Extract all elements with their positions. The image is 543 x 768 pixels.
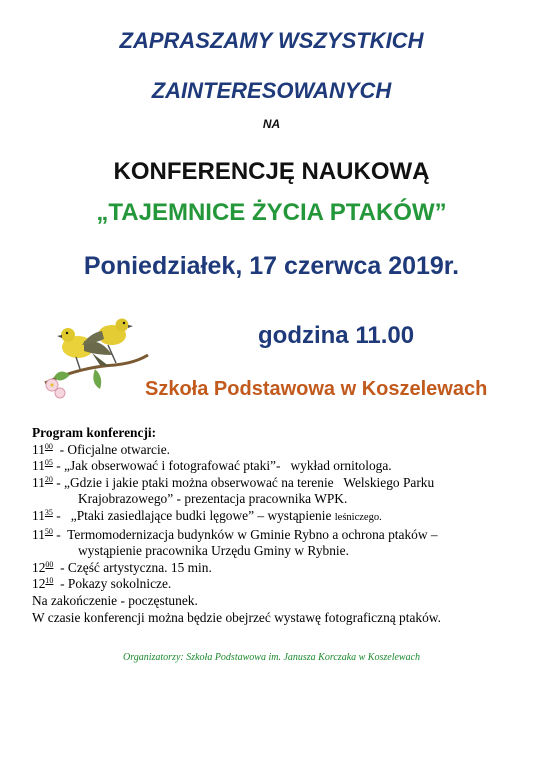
program-item-minutes: 20 <box>44 474 53 484</box>
event-time: godzina 11.00 <box>258 322 415 349</box>
invitation-line-1: ZAPRASZAMY WSZYSTKICH <box>119 28 424 53</box>
program-list <box>32 442 542 593</box>
event-location: Szkoła Podstawowa w Koszelewach <box>145 378 488 400</box>
organizers-label: Organizatorzy: <box>122 652 187 663</box>
program-item-hour: 12 <box>32 559 46 575</box>
program-item-minutes: 00 <box>45 559 54 569</box>
program-closing-1: Na zakończenie - poczęstunek. <box>32 592 198 608</box>
program-item-hour: 11 <box>32 458 45 474</box>
program-item-hour: 11 <box>32 526 45 542</box>
program-item-text: - „Ptaki zasiedlające budki lęgowe” – wystąpienie <box>52 507 335 523</box>
program-item-hour: 12 <box>32 576 46 592</box>
program-item-minutes: 05 <box>44 458 53 468</box>
program-item-text: - Część artystyczna. 15 min. <box>53 559 212 575</box>
event-date: Poniedziałek, 17 czerwca 2019r. <box>83 252 460 280</box>
program-item <box>32 508 542 527</box>
program-item-hour: 11 <box>32 474 45 490</box>
event-title: „TAJEMNICE ŻYCIA PTAKÓW” <box>96 199 447 226</box>
program-item-text: - Termomodernizacja budynków w Gminie Rybno a ochrona ptaków – <box>52 526 438 542</box>
program-item <box>32 527 542 544</box>
program-item-continuation: wystąpienie pracownika Urzędu Gminy w Rybnie. <box>78 543 349 559</box>
event-type-heading: KONFERENCJĘ NAUKOWĄ <box>113 158 430 185</box>
program-item-text: - Oficjalne otwarcie. <box>52 441 171 457</box>
invitation-line-2: ZAINTERESOWANYCH <box>151 78 392 103</box>
organizers-line <box>0 652 543 663</box>
program-closing-2: W czasie konferencji można będzie obejrzeć wystawę fotograficzną ptaków. <box>32 609 441 625</box>
program-section <box>32 425 542 626</box>
invitation-line-3: NA <box>262 117 281 131</box>
program-item <box>32 475 542 492</box>
program-item-minutes: 00 <box>44 441 53 451</box>
program-item-minutes: 35 <box>44 507 53 517</box>
organizers-name: Szkoła Podstawowa im. Janusza Korczaka w Koszelewach <box>186 652 421 663</box>
program-item <box>32 560 542 577</box>
program-title: Program konferencji: <box>32 425 157 440</box>
program-item <box>32 442 542 459</box>
program-item <box>32 458 542 475</box>
program-item-text: - „Gdzie i jakie ptaki można obserwować na terenie Welskiego Parku <box>52 474 435 490</box>
program-item-minutes: 50 <box>44 526 53 536</box>
program-item <box>32 576 542 593</box>
program-item-hour: 11 <box>32 507 45 523</box>
program-item-minutes: 10 <box>45 576 54 586</box>
bird-on-branch-illustration <box>40 305 150 405</box>
program-item-hour: 11 <box>32 441 45 457</box>
program-item-continuation: Krajobrazowego” - prezentacja pracownika WPK. <box>78 491 348 507</box>
program-item-text-small: leśniczego. <box>334 511 382 523</box>
program-item-text: - „Jak obserwować i fotografować ptaki”- wykład ornitologa. <box>52 458 392 474</box>
program-item-text: - Pokazy sokolnicze. <box>53 576 172 592</box>
